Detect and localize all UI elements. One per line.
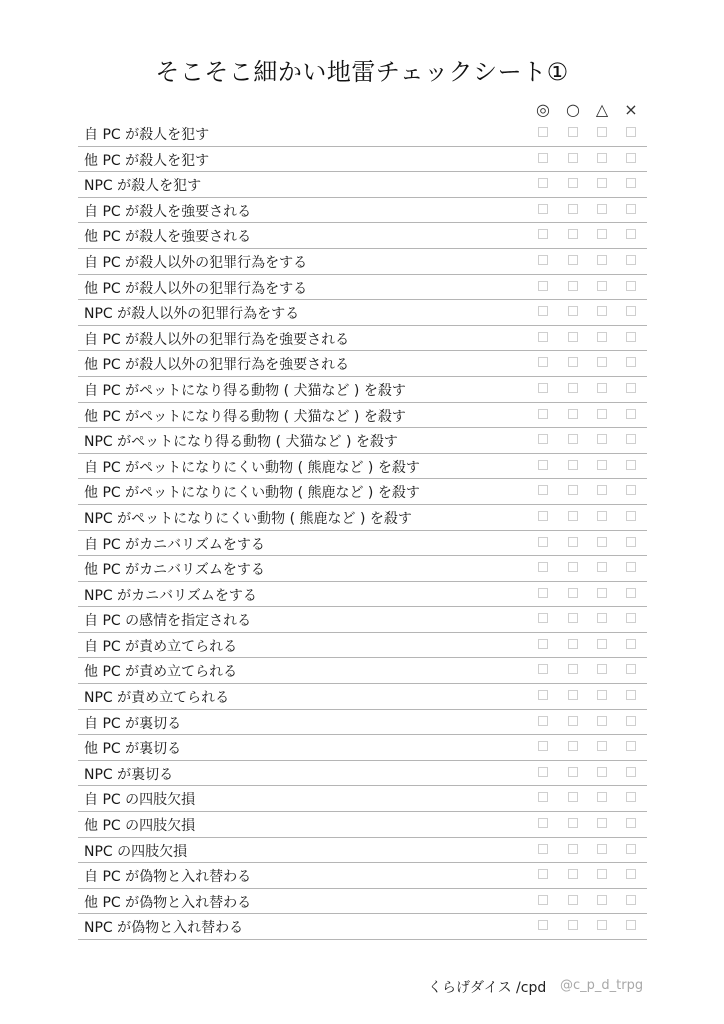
checkbox-triangle[interactable] [597,664,607,674]
checklist-item-label: 自 PC がペットになり得る動物 ( 犬猫など ) を殺す [84,382,406,399]
checklist-row [78,582,647,608]
column-header-circle: ○ [566,100,580,119]
checkbox-cross[interactable] [626,844,636,854]
checkbox-double-circle[interactable] [538,332,548,342]
checkbox-circle[interactable] [568,281,578,291]
checklist-item-label: NPC の四肢欠損 [84,843,188,860]
checkbox-triangle[interactable] [597,716,607,726]
checkbox-triangle[interactable] [597,332,607,342]
checklist-row [78,761,647,787]
checklist-item-label: 自 PC が殺人を強要される [84,203,252,220]
checklist-item-label: 他 PC の四肢欠損 [84,818,196,835]
checkbox-cross[interactable] [626,511,636,521]
checklist-item-label: NPC がペットになり得る動物 ( 犬猫など ) を殺す [84,434,398,451]
checkbox-double-circle[interactable] [538,127,548,137]
checkbox-double-circle[interactable] [538,229,548,239]
checkbox-cross[interactable] [626,741,636,751]
checklist-row [78,556,647,582]
checkbox-circle[interactable] [568,332,578,342]
checkbox-cross[interactable] [626,306,636,316]
checklist-row [78,454,647,480]
column-header-double-circle: ◎ [536,100,550,119]
checkbox-double-circle[interactable] [538,306,548,316]
checkbox-cross[interactable] [626,434,636,444]
checklist-row [78,531,647,557]
checkbox-double-circle[interactable] [538,562,548,572]
checkbox-cross[interactable] [626,613,636,623]
checklist-item-label: 自 PC が殺人以外の犯罪行為をする [84,254,308,271]
checklist-item-label: 他 PC がペットになりにくい動物 ( 熊鹿など ) を殺す [84,485,420,502]
checkbox-double-circle[interactable] [538,383,548,393]
checkbox-triangle[interactable] [597,127,607,137]
checkbox-triangle[interactable] [597,306,607,316]
checklist-row [78,121,647,147]
checkbox-circle[interactable] [568,613,578,623]
checklist-row [78,914,647,940]
checklist-item-label: 自 PC が偽物と入れ替わる [84,869,252,886]
checkbox-double-circle[interactable] [538,920,548,930]
checkbox-circle[interactable] [568,511,578,521]
checkbox-cross[interactable] [626,562,636,572]
checkbox-cross[interactable] [626,281,636,291]
checklist-item-label: NPC が殺人以外の犯罪行為をする [84,306,300,323]
checkbox-circle[interactable] [568,895,578,905]
footer-brand: くらげダイス /cpd [428,980,547,996]
checkbox-triangle[interactable] [597,537,607,547]
checkbox-circle[interactable] [568,562,578,572]
checkbox-circle[interactable] [568,485,578,495]
checkbox-cross[interactable] [626,639,636,649]
checklist-item-label: 他 PC が裏切る [84,741,182,758]
checkbox-circle[interactable] [568,818,578,828]
checkbox-double-circle[interactable] [538,511,548,521]
checkbox-circle[interactable] [568,127,578,137]
checkbox-circle[interactable] [568,767,578,777]
checklist-item-label: NPC が責め立てられる [84,690,230,707]
checkbox-double-circle[interactable] [538,255,548,265]
checkbox-triangle[interactable] [597,767,607,777]
checkbox-triangle[interactable] [597,383,607,393]
checklist-row [78,633,647,659]
checkbox-double-circle[interactable] [538,460,548,470]
checklist-row [78,607,647,633]
checkbox-circle[interactable] [568,690,578,700]
checkbox-circle[interactable] [568,460,578,470]
checklist-item-label: 自 PC がペットになりにくい動物 ( 熊鹿など ) を殺す [84,459,420,476]
checkbox-triangle[interactable] [597,741,607,751]
checkbox-cross[interactable] [626,204,636,214]
column-header-triangle: △ [595,100,609,119]
checkbox-circle[interactable] [568,153,578,163]
checkbox-circle[interactable] [568,255,578,265]
checklist [78,121,647,940]
checkbox-double-circle[interactable] [538,664,548,674]
checkbox-double-circle[interactable] [538,767,548,777]
checkbox-triangle[interactable] [597,818,607,828]
checkbox-cross[interactable] [626,460,636,470]
checkbox-cross[interactable] [626,588,636,598]
checklist-row [78,249,647,275]
checklist-row [78,786,647,812]
checkbox-circle[interactable] [568,409,578,419]
checkbox-cross[interactable] [626,332,636,342]
checklist-row [78,684,647,710]
checkbox-circle[interactable] [568,537,578,547]
checklist-item-label: 自 PC が殺人以外の犯罪行為を強要される [84,331,350,348]
checklist-row [78,863,647,889]
checkbox-double-circle[interactable] [538,818,548,828]
checkbox-triangle[interactable] [597,204,607,214]
checkbox-triangle[interactable] [597,255,607,265]
checkbox-cross[interactable] [626,767,636,777]
checkbox-circle[interactable] [568,639,578,649]
checkbox-double-circle[interactable] [538,792,548,802]
checklist-item-label: 他 PC が責め立てられる [84,664,238,681]
checkbox-triangle[interactable] [597,895,607,905]
footer-handle: @c_p_d_trpg [560,978,644,993]
checkbox-cross[interactable] [626,357,636,367]
checkbox-circle[interactable] [568,920,578,930]
checkbox-double-circle[interactable] [538,690,548,700]
checklist-row [78,147,647,173]
checklist-row [78,428,647,454]
checkbox-double-circle[interactable] [538,537,548,547]
checklist-item-label: 他 PC が殺人を強要される [84,229,252,246]
checkbox-circle[interactable] [568,306,578,316]
checklist-row [78,838,647,864]
checklist-item-label: 他 PC が偽物と入れ替わる [84,894,252,911]
checkbox-double-circle[interactable] [538,204,548,214]
checkbox-double-circle[interactable] [538,434,548,444]
checkbox-triangle[interactable] [597,613,607,623]
checkbox-triangle[interactable] [597,229,607,239]
checkbox-triangle[interactable] [597,639,607,649]
checkbox-triangle[interactable] [597,792,607,802]
checklist-row [78,351,647,377]
checkbox-circle[interactable] [568,178,578,188]
checkbox-cross[interactable] [626,895,636,905]
checklist-item-label: 自 PC の四肢欠損 [84,792,196,809]
checkbox-triangle[interactable] [597,460,607,470]
checkbox-circle[interactable] [568,664,578,674]
checklist-item-label: NPC が殺人を犯す [84,178,202,195]
checkbox-triangle[interactable] [597,844,607,854]
checkbox-cross[interactable] [626,485,636,495]
checkbox-cross[interactable] [626,409,636,419]
checkbox-triangle[interactable] [597,485,607,495]
checkbox-double-circle[interactable] [538,639,548,649]
checklist-row [78,658,647,684]
checkbox-triangle[interactable] [597,920,607,930]
checkbox-circle[interactable] [568,434,578,444]
page-title: そこそこ細かい地雷チェックシート① [155,58,569,86]
checklist-row [78,403,647,429]
checkbox-cross[interactable] [626,255,636,265]
checkbox-circle[interactable] [568,844,578,854]
checklist-item-label: NPC が偽物と入れ替わる [84,920,244,937]
checklist-row [78,812,647,838]
checklist-row [78,275,647,301]
checkbox-cross[interactable] [626,818,636,828]
checkbox-double-circle[interactable] [538,178,548,188]
checklist-row [78,889,647,915]
checkbox-circle[interactable] [568,383,578,393]
checkbox-circle[interactable] [568,357,578,367]
checklist-item-label: 自 PC が責め立てられる [84,638,238,655]
checklist-row [78,223,647,249]
checkbox-cross[interactable] [626,178,636,188]
column-header-cross: × [624,100,638,119]
checkbox-double-circle[interactable] [538,588,548,598]
checkbox-triangle[interactable] [597,690,607,700]
checkbox-cross[interactable] [626,383,636,393]
checklist-row [78,735,647,761]
checkbox-triangle[interactable] [597,869,607,879]
checklist-item-label: 自 PC が殺人を犯す [84,127,210,143]
checkbox-cross[interactable] [626,153,636,163]
checkbox-cross[interactable] [626,664,636,674]
checklist-item-label: 他 PC が殺人以外の犯罪行為をする [84,280,308,297]
checkbox-double-circle[interactable] [538,409,548,419]
checkbox-double-circle[interactable] [538,613,548,623]
checkbox-cross[interactable] [626,537,636,547]
checklist-row [78,479,647,505]
checkbox-double-circle[interactable] [538,716,548,726]
checkbox-cross[interactable] [626,869,636,879]
checkbox-circle[interactable] [568,204,578,214]
checkbox-triangle[interactable] [597,357,607,367]
checkbox-triangle[interactable] [597,588,607,598]
checkbox-circle[interactable] [568,716,578,726]
checkbox-cross[interactable] [626,229,636,239]
checkbox-double-circle[interactable] [538,281,548,291]
checkbox-triangle[interactable] [597,153,607,163]
checklist-row [78,377,647,403]
checkbox-double-circle[interactable] [538,741,548,751]
checkbox-circle[interactable] [568,229,578,239]
checkbox-double-circle[interactable] [538,357,548,367]
checkbox-cross[interactable] [626,716,636,726]
checkbox-circle[interactable] [568,869,578,879]
checkbox-triangle[interactable] [597,562,607,572]
checklist-item-label: NPC がペットになりにくい動物 ( 熊鹿など ) を殺す [84,510,412,527]
checkbox-cross[interactable] [626,127,636,137]
checkbox-triangle[interactable] [597,178,607,188]
checklist-item-label: 他 PC が殺人以外の犯罪行為を強要される [84,357,350,374]
checkbox-double-circle[interactable] [538,153,548,163]
checklist-row [78,172,647,198]
checkbox-double-circle[interactable] [538,895,548,905]
checklist-item-label: 他 PC が殺人を犯す [84,152,210,169]
checkbox-circle[interactable] [568,741,578,751]
checkbox-triangle[interactable] [597,434,607,444]
checkbox-double-circle[interactable] [538,869,548,879]
checkbox-cross[interactable] [626,920,636,930]
checklist-row [78,198,647,224]
checkbox-double-circle[interactable] [538,844,548,854]
checkbox-triangle[interactable] [597,281,607,291]
checklist-item-label: 自 PC がカニバリズムをする [84,536,265,553]
checklist-item-label: NPC が裏切る [84,766,174,783]
checkbox-circle[interactable] [568,792,578,802]
checkbox-circle[interactable] [568,588,578,598]
checklist-item-label: 他 PC がペットになり得る動物 ( 犬猫など ) を殺す [84,408,406,425]
checklist-row [78,505,647,531]
checkbox-cross[interactable] [626,792,636,802]
checkbox-triangle[interactable] [597,409,607,419]
checklist-row [78,710,647,736]
checkbox-double-circle[interactable] [538,485,548,495]
checkbox-triangle[interactable] [597,511,607,521]
checklist-item-label: NPC がカニバリズムをする [84,587,257,604]
checklist-item-label: 自 PC が裏切る [84,715,182,732]
checklist-row [78,326,647,352]
checklist-item-label: 他 PC がカニバリズムをする [84,562,265,579]
checklist-row [78,300,647,326]
checkbox-cross[interactable] [626,690,636,700]
checklist-item-label: 自 PC の感情を指定される [84,613,252,630]
